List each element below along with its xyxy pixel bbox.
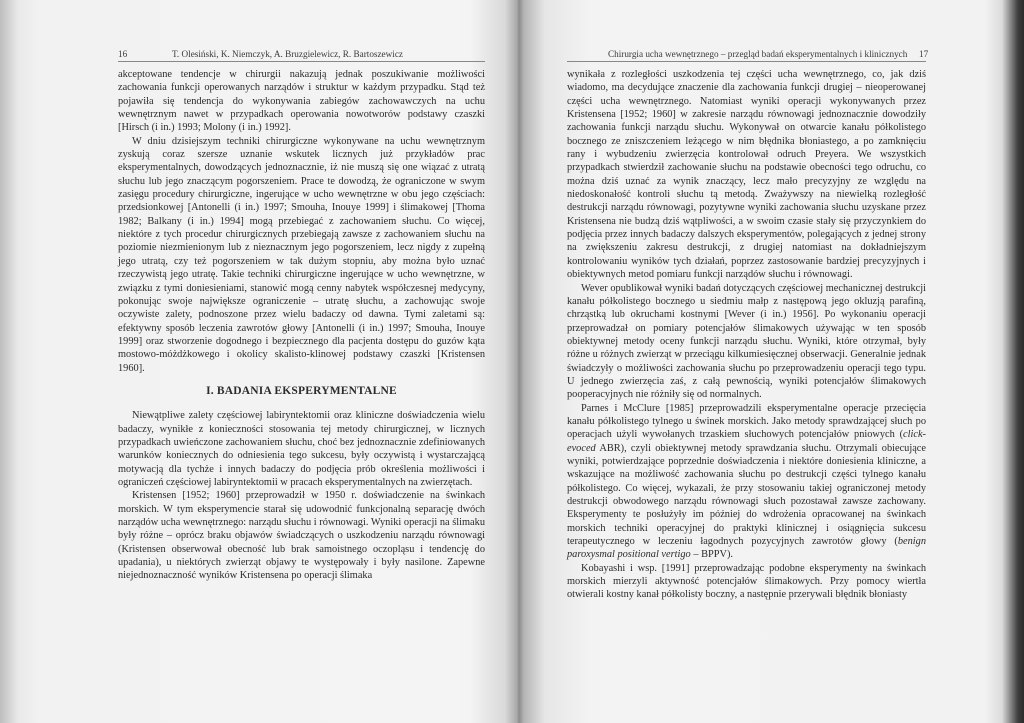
left-body-text bbox=[118, 68, 485, 583]
paragraph: akceptowane tendencje w chirurgii nakazują jednak poszukiwanie możliwości zachowania funkcji operowanych narządów i struktur w każdym przypadku. Stąd też pojawiła się tendencja do wykonywania zabiegów zachowawczych na uchu wewnętrznym nawet w przypadkach operowania nowotworów podstawy czaszki [Hirsch (i in.) 1993; Molony (i in.) 1992]. bbox=[118, 69, 485, 134]
header-rule-left bbox=[118, 61, 485, 62]
italic-term: click-evoced bbox=[567, 429, 926, 454]
page-number-left: 16 bbox=[118, 49, 128, 59]
header-rule-right bbox=[567, 61, 926, 62]
paragraph bbox=[567, 402, 926, 562]
running-head-left: T. Olesiński, K. Niemczyk, A. Bruzgielewicz, R. Bartoszewicz bbox=[172, 49, 403, 59]
italic-term: benign paroxysmal positional vertigo bbox=[567, 536, 926, 561]
text-run: Parnes i McClure [1985] przeprowadzili eksperymentalne operacje przecięcia kanału półkolistego tylnego u świnek morskich. Jako metody sprawdzającej słuch po operacjach użyli wywołanych trzaskiem słuchowych potencjałów pniowych ( bbox=[567, 402, 926, 441]
right-body-text bbox=[567, 68, 926, 602]
right-page bbox=[524, 0, 1024, 723]
paragraph: Wever opublikował wyniki badań dotyczących częściowej mechanicznej destrukcji kanału półkolistego bocznego u siedmiu małp z następową jego okluzją parafiną, chrząstką lub okruchami kostnymi [Wever (i in.) 1956]. Po wykonaniu operacji przeprowadzał on pomiary potencjałów ślimakowych używając w ten sposób obiektywnej metody oceny funkcji narządu słuchu. Wyniki, które otrzymał, były różne u różnych zwierząt w przeciągu kilkumiesięcznej obserwacji. Generalnie jednak świadczyły o możliwości zachowania słuchu po przeprowadzeniu operacji tego typu. U jednego zwierzęcia zaś, z całą pewnością, wyniki potencjałów ślimakowych pooperacyjnych nie różniły się od normalnych. bbox=[567, 282, 926, 401]
paragraph: Kristensen [1952; 1960] przeprowadził w 1950 r. doświadczenie na świnkach morskich. W tym eksperymencie starał się udowodnić funkcjonalną separację dwóch narządów ucha wewnętrznego: narządu słuchu i równowagi. Wyniki operacji na ślimaku były różne – oprócz braku objawów świadczących o uszkodzeniu narządu równowagi (Kristensen obserwował obecność lub brak samoistnego oczopląsu i tendencję do upadania), u niektórych zwierząt objawy te występowały i były nasilone. Zapewne niejednoznaczność wyników Kristensena po operacji ślimaka bbox=[118, 490, 485, 582]
text-run: – BPPV). bbox=[690, 549, 733, 561]
page-number-right: 17 bbox=[919, 49, 929, 59]
running-head-right: Chirurgia ucha wewnętrznego – przegląd badań eksperymentalnych i klinicznych bbox=[608, 49, 908, 59]
paragraph: wynikała z rozległości uszkodzenia tej części ucha wewnętrznego, co, jak dziś wiadomo, ma decydujące znaczenie dla zachowania funkcji drugiej – nieoperowanej części ucha wewnętrznego. Natomiast wyniki operacji wykonywanych przez Kristensena [1952; 1960] w zakresie narządu równowagi jednoznacznie dowodziły zachowania funkcji narządu słuchu. Wykonywał on otwarcie kanału półkolistego bocznego ze zniszczeniem leżącego w nim błędnika błoniastego, a po zamknięciu rany i wybudzeniu zwierzęcia kontrolował odruch Preyera. We wszystkich przypadkach stwierdził zachowanie słuchu na podstawie obecności tego odruchu, co można dziś uznać za wynik znaczący, lecz mało precyzyjny ze względu na niedoskonałość kontroli słuchu tą metodą. Zważywszy na niewielką rozległość destrukcji narządu równowagi, pozytywne wyniki zachowania słuchu uzyskane przez Kristensena nie budzą dziś wątpliwości, a w swoim czasie stały się przyczynkiem do podjęcia przez innych badaczy dalszych eksperymentów, polegających z jednej strony na zwiększeniu zakresu destrukcji, z drugiej natomiast na dokładniejszym kontrolowaniu wyników tych działań, poprzez zastosowanie bardziej precyzyjnych i obiektywnych metod pomiaru funkcji narządów słuchu i równowagi. bbox=[567, 69, 926, 281]
section-heading: I. BADANIA EKSPERYMENTALNE bbox=[206, 384, 397, 397]
paragraph: Niewątpliwe zalety częściowej labiryntektomii oraz kliniczne doświadczenia wielu badaczy, wynikłe z konieczności stosowania tej metody chirurgicznej, w licznych przypadkach uwieńczone zachowaniem słuchu, choć bez jednoznacznie zdefiniowanych warunków koniecznych do odniesienia tego sukcesu, były oczywistą i wystarczającą motywacją dla tychże i innych badaczy do podjęcia prób określenia możliwości i ograniczeń częściowej labiryntektomii w pracach eksperymentalnych na zwierzętach. bbox=[118, 410, 485, 488]
paragraph: W dniu dzisiejszym techniki chirurgiczne wykonywane na uchu wewnętrznym zyskują coraz szersze uznanie wskutek licznych już przykładów prac eksperymentalnych, dowodzących jednoznacznie, iż nie muszą się one wiązać z utratą słuchu lub jego znaczącym pogorszeniem. Prace te dowodzą, że ograniczone w swym zasięgu procedury chirurgiczne, ingerujące w ucho wewnętrzne w obu jego częściach: przedsionkowej [Antonelli (i in.) 1997; Smouha, Inouye 1999] i ślimakowej [Thoma 1982; Balkany (i in.) 1994] mogą przebiegać z zachowaniem słuchu. Co więcej, niektóre z tych procedur chirurgicznych przebiegają zawsze z zachowaniem słuchu na poziomie niezmienionym lub z nieznacznym jego pogorszeniem, lecz nigdy z zupełną jego utratą, czy też pogorszeniem w tak dużym stopniu, aby można było uznać rzeczywistą jego utratę. Takie techniki chirurgiczne ingerujące w ucho wewnętrzne, w związku z tymi doniesieniami, stanowić mogą cenny nabytek współczesnej medycyny, pokonując swoje największe ograniczenie – utratę słuchu, a zachowując swoje oczywiste zalety, podnoszone przez wielu badaczy od dawna. Tymi zaletami są: efektywny sposób leczenia zawrotów głowy [Antonelli (i in.) 1997; Smouha, Inouye 1999] oraz stworzenie dogodnego i bezpiecznego dla pacjenta dostępu do guzów kąta mostowo-móżdżkowego i okolicy skalisto-klinowej podstawy czaszki [Kristensen 1960]. bbox=[118, 135, 485, 374]
text-run: ABR), czyli obiektywnej metody sprawdzania słuchu. Otrzymali obiecujące wyniki, potwierdzające poprzednie doświadczenia i niektóre doniesienia kliniczne, a wskazujące na możliwość zachowania słuchu po destrukcji części tylnego kanału półkolistego. Co więcej, wykazali, że przy stosowaniu takiej ograniczonej metody destrukcji obwodowego narządu równowagi słuch pozostawał zawsze zachowany. Eksperymenty te posłużyły im później do wdrożenia opracowanej na świnkach morskich techniki operacyjnej do praktyki klinicznej i osiągnięcia sukcesu terapeutycznego w leczeniu łagodnych pozycyjnych zawrotów głowy ( bbox=[567, 442, 926, 548]
paragraph: Kobayashi i wsp. [1991] przeprowadzając podobne eksperymenty na świnkach morskich mierzyli aktywność potencjałów ślimakowych. Przy pomocy wiertła otwierali kostny kanał półkolisty boczny, a następnie przerywali błędnik błoniasty bbox=[567, 562, 926, 601]
